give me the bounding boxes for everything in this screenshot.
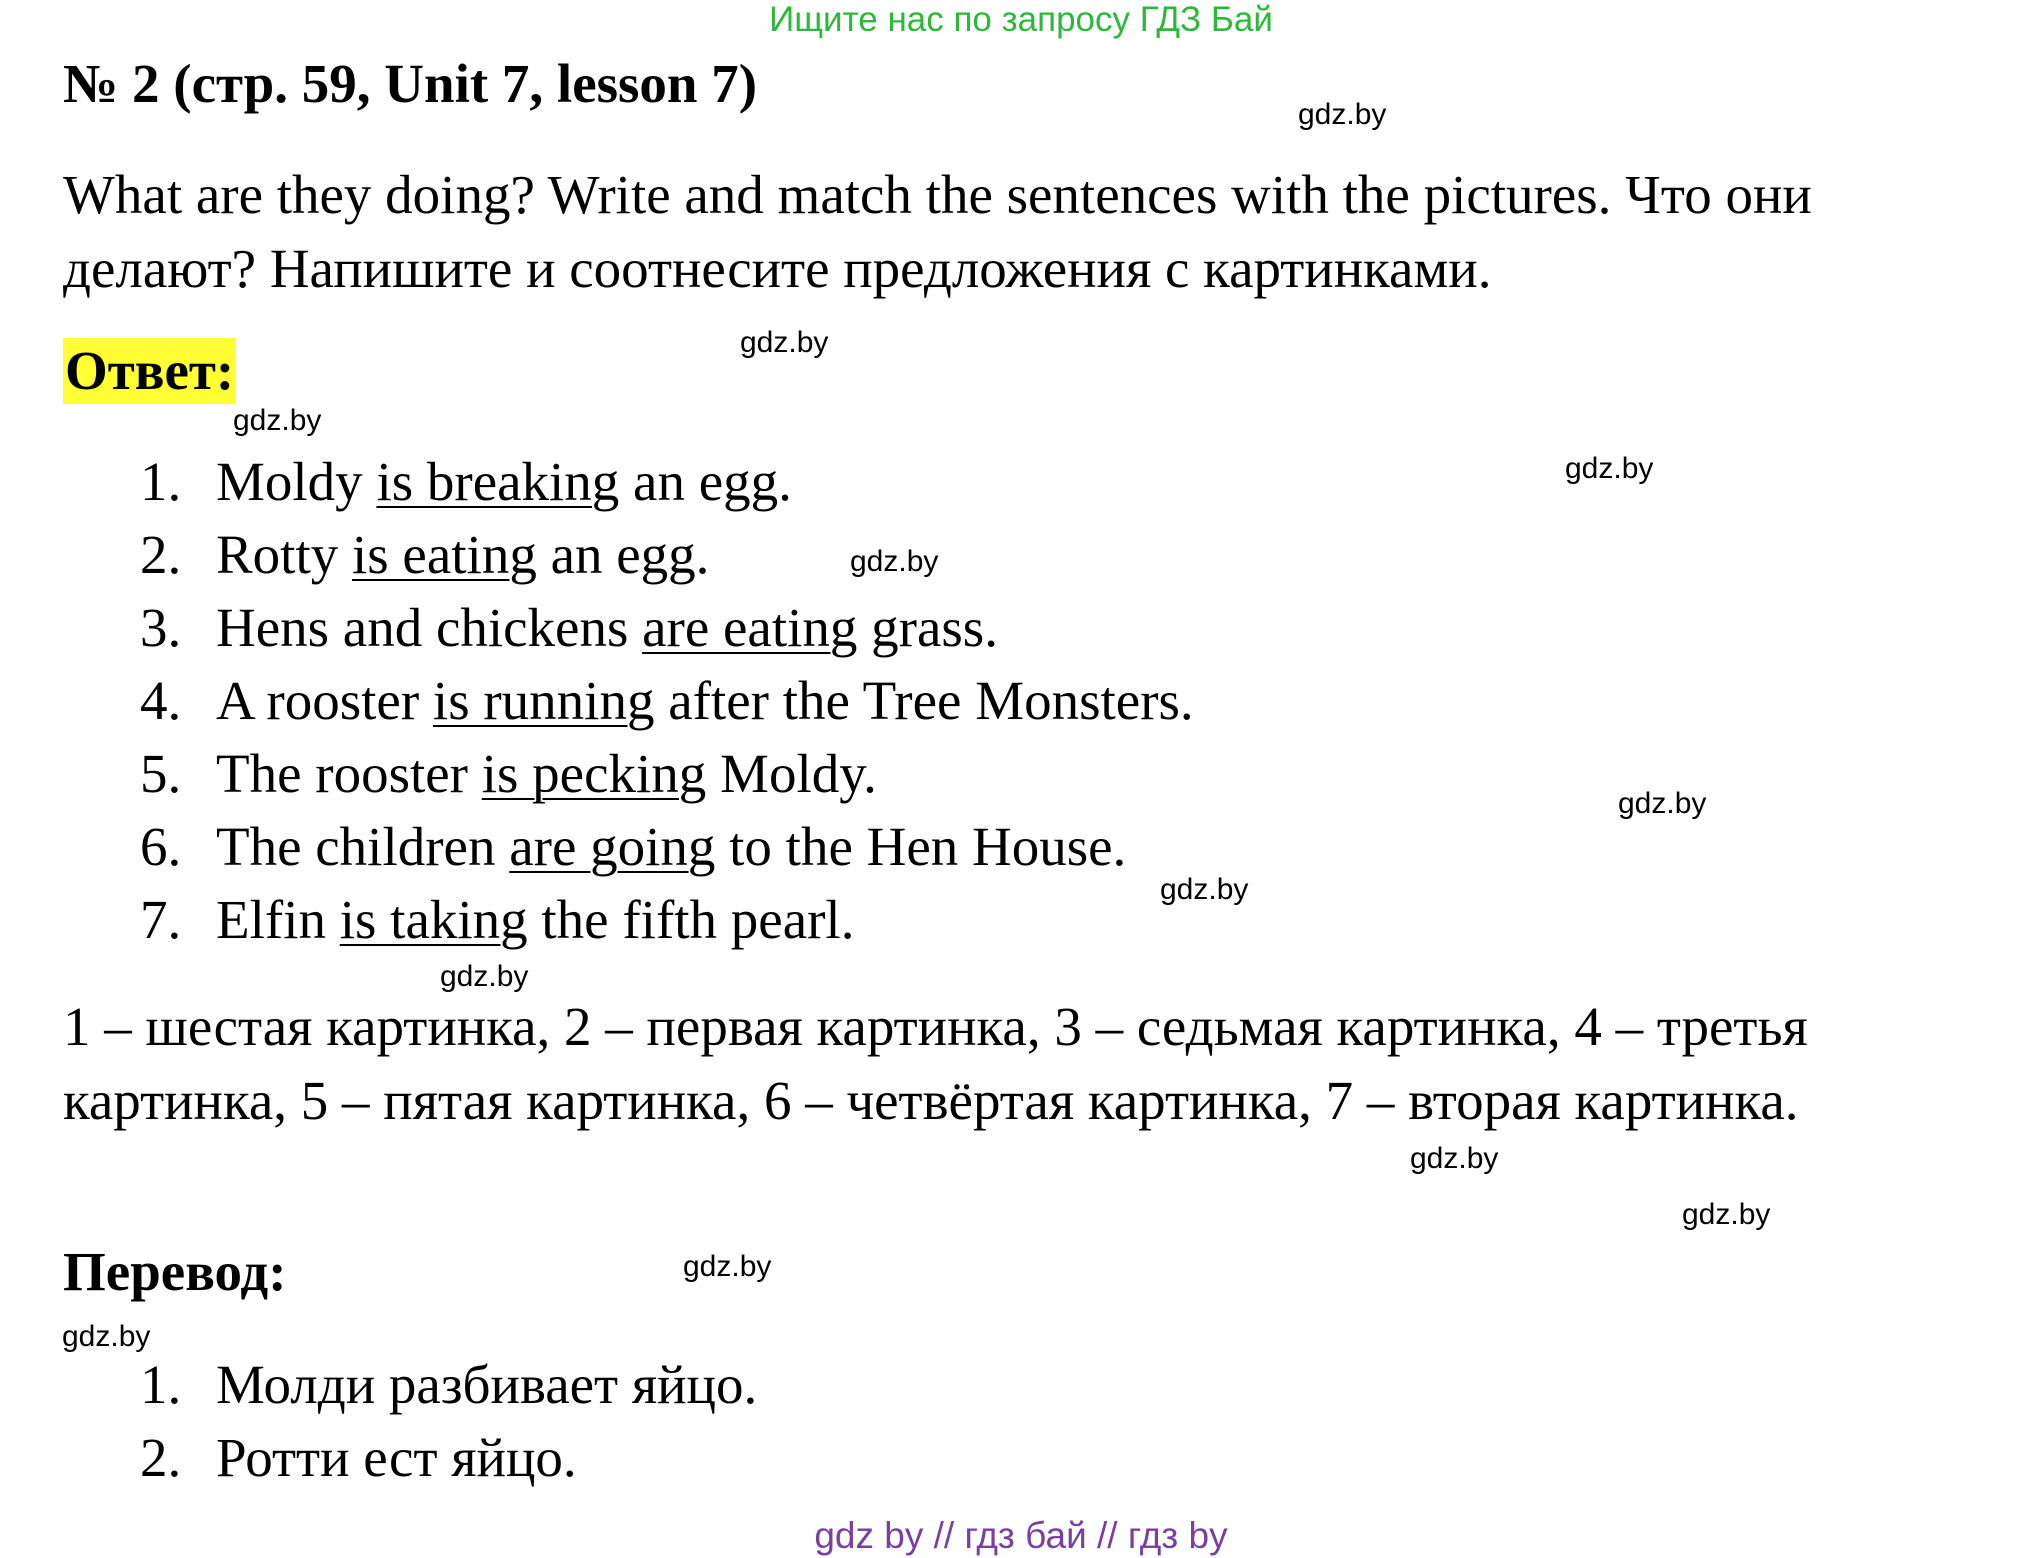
item-number: 5. bbox=[140, 743, 182, 804]
item-number: 4. bbox=[140, 670, 182, 731]
watermark: gdz.by bbox=[1298, 98, 1387, 131]
verb-phrase: is eating bbox=[352, 524, 537, 585]
verb-phrase: are going bbox=[509, 816, 716, 877]
watermark: gdz.by bbox=[440, 960, 529, 993]
verb-phrase: is taking bbox=[339, 889, 528, 950]
verb-phrase: is breaking bbox=[376, 451, 620, 512]
exercise-title: № 2 (стр. 59, Unit 7, lesson 7) bbox=[63, 53, 758, 114]
verb-phrase: is pecking bbox=[481, 743, 707, 804]
item-number: 2. bbox=[140, 524, 182, 585]
watermark: gdz.by bbox=[62, 1320, 151, 1353]
item-number: 2. bbox=[140, 1427, 182, 1488]
picture-matching: 1 – шестая картинка, 2 – первая картинка, 3 – седьмая картинка, 4 – третья картинка, 5 – пятая картинка, 6 – четвёртая картинка, 7 – вторая картинка. bbox=[63, 996, 1808, 1131]
item-number: 1. bbox=[140, 451, 182, 512]
verb-phrase: are eating bbox=[642, 597, 858, 658]
top-banner: Ищите нас по запросу ГДЗ Бай bbox=[769, 0, 1273, 39]
item-number: 7. bbox=[140, 889, 182, 950]
watermark: gdz.by bbox=[1618, 787, 1707, 820]
item-number: 6. bbox=[140, 816, 182, 877]
watermark: gdz.by bbox=[233, 404, 322, 437]
watermark: gdz.by bbox=[1410, 1142, 1499, 1175]
watermark: gdz.by bbox=[850, 545, 939, 578]
footer-links: gdz by // гдз бай // гдз by bbox=[814, 1515, 1228, 1556]
verb-phrase: is running bbox=[432, 670, 655, 731]
watermark: gdz.by bbox=[1682, 1198, 1771, 1231]
watermark: gdz.by bbox=[1565, 452, 1654, 485]
item-number: 1. bbox=[140, 1354, 182, 1415]
answer-heading: Ответ: bbox=[63, 338, 236, 404]
translation-heading: Перевод: bbox=[63, 1241, 287, 1302]
item-number: 3. bbox=[140, 597, 182, 658]
watermark: gdz.by bbox=[1160, 873, 1249, 906]
exercise-instruction: What are they doing? Write and match the sentences with the pictures. Что они делают? Напишите и соотнесите предложения с картинками. bbox=[63, 164, 1812, 299]
watermark: gdz.by bbox=[683, 1250, 772, 1283]
watermark: gdz.by bbox=[740, 326, 829, 359]
